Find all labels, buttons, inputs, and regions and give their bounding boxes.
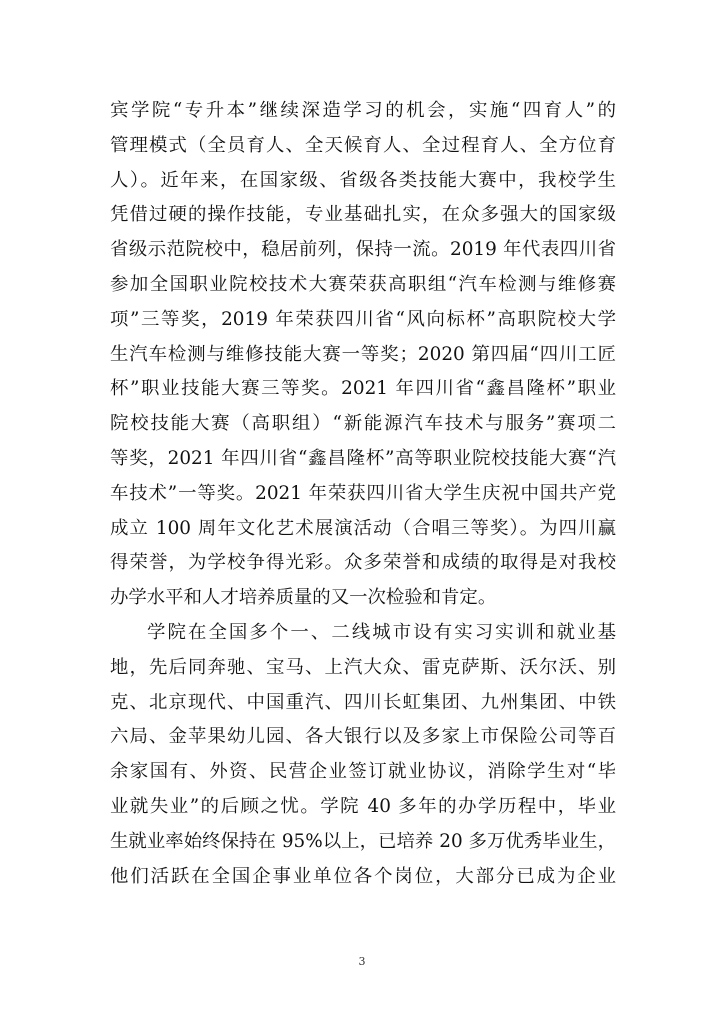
text-line: 业就失业”的后顾之忧。学院 40 多年的办学历程中，毕业 (110, 795, 616, 817)
text-line: 人）。近年来，在国家级、省级各类技能大赛中，我校学生 (110, 169, 616, 191)
text-line: 院校技能大赛（高职组）“新能源汽车技术与服务”赛项二 (110, 413, 616, 435)
text-line: 余家国有、外资、民营企业签订就业协议，消除学生对“毕 (110, 761, 616, 783)
text-line: 生汽车检测与维修技能大赛一等奖；2020 第四届“四川工匠 (110, 343, 616, 365)
text-line: 六局、金苹果幼儿园、各大银行以及多家上市保险公司等百 (110, 726, 616, 748)
text-line: 省级示范院校中，稳居前列，保持一流。2019 年代表四川省 (110, 239, 616, 261)
text-line: 管理模式（全员育人、全天候育人、全过程育人、全方位育 (110, 134, 616, 156)
paragraph-first-line: 学院在全国多个一、二线城市设有实习实训和就业基 (147, 621, 616, 643)
page-number: 3 (358, 955, 366, 968)
text-line: 地，先后同奔驰、宝马、上汽大众、雷克萨斯、沃尔沃、别 (110, 656, 616, 678)
text-line: 杯”职业技能大赛三等奖。2021 年四川省“鑫昌隆杯”职业 (110, 378, 616, 400)
text-line: 宾学院“专升本”继续深造学习的机会，实施“四育人”的 (110, 100, 616, 121)
text-line: 参加全国职业院校技术大赛荣获高职组“汽车检测与维修赛 (110, 273, 616, 295)
text-line: 办学水平和人才培养质量的又一次检验和肯定。 (110, 587, 497, 609)
text-line: 等奖，2021 年四川省“鑫昌隆杯”高等职业院校技能大赛“汽 (110, 447, 616, 469)
text-line: 车技术”一等奖。2021 年荣获四川省大学生庆祝中国共产党 (110, 482, 616, 504)
text-line: 项”三等奖，2019 年荣获四川省“风向标杯”高职院校大学 (110, 308, 616, 330)
text-line: 凭借过硬的操作技能，专业基础扎实，在众多强大的国家级 (110, 204, 616, 226)
text-line: 得荣誉，为学校争得光彩。众多荣誉和成绩的取得是对我校 (110, 552, 616, 574)
text-line: 生就业率始终保持在 95%以上，已培养 20 多万优秀毕业生， (110, 830, 616, 852)
text-line: 克、北京现代、中国重汽、四川长虹集团、九州集团、中铁 (110, 691, 616, 713)
document-body (110, 94, 616, 894)
text-line: 他们活跃在全国企事业单位各个岗位，大部分已成为企业 (110, 865, 616, 887)
text-line: 成立 100 周年文化艺术展演活动（合唱三等奖）。为四川赢 (110, 517, 616, 539)
